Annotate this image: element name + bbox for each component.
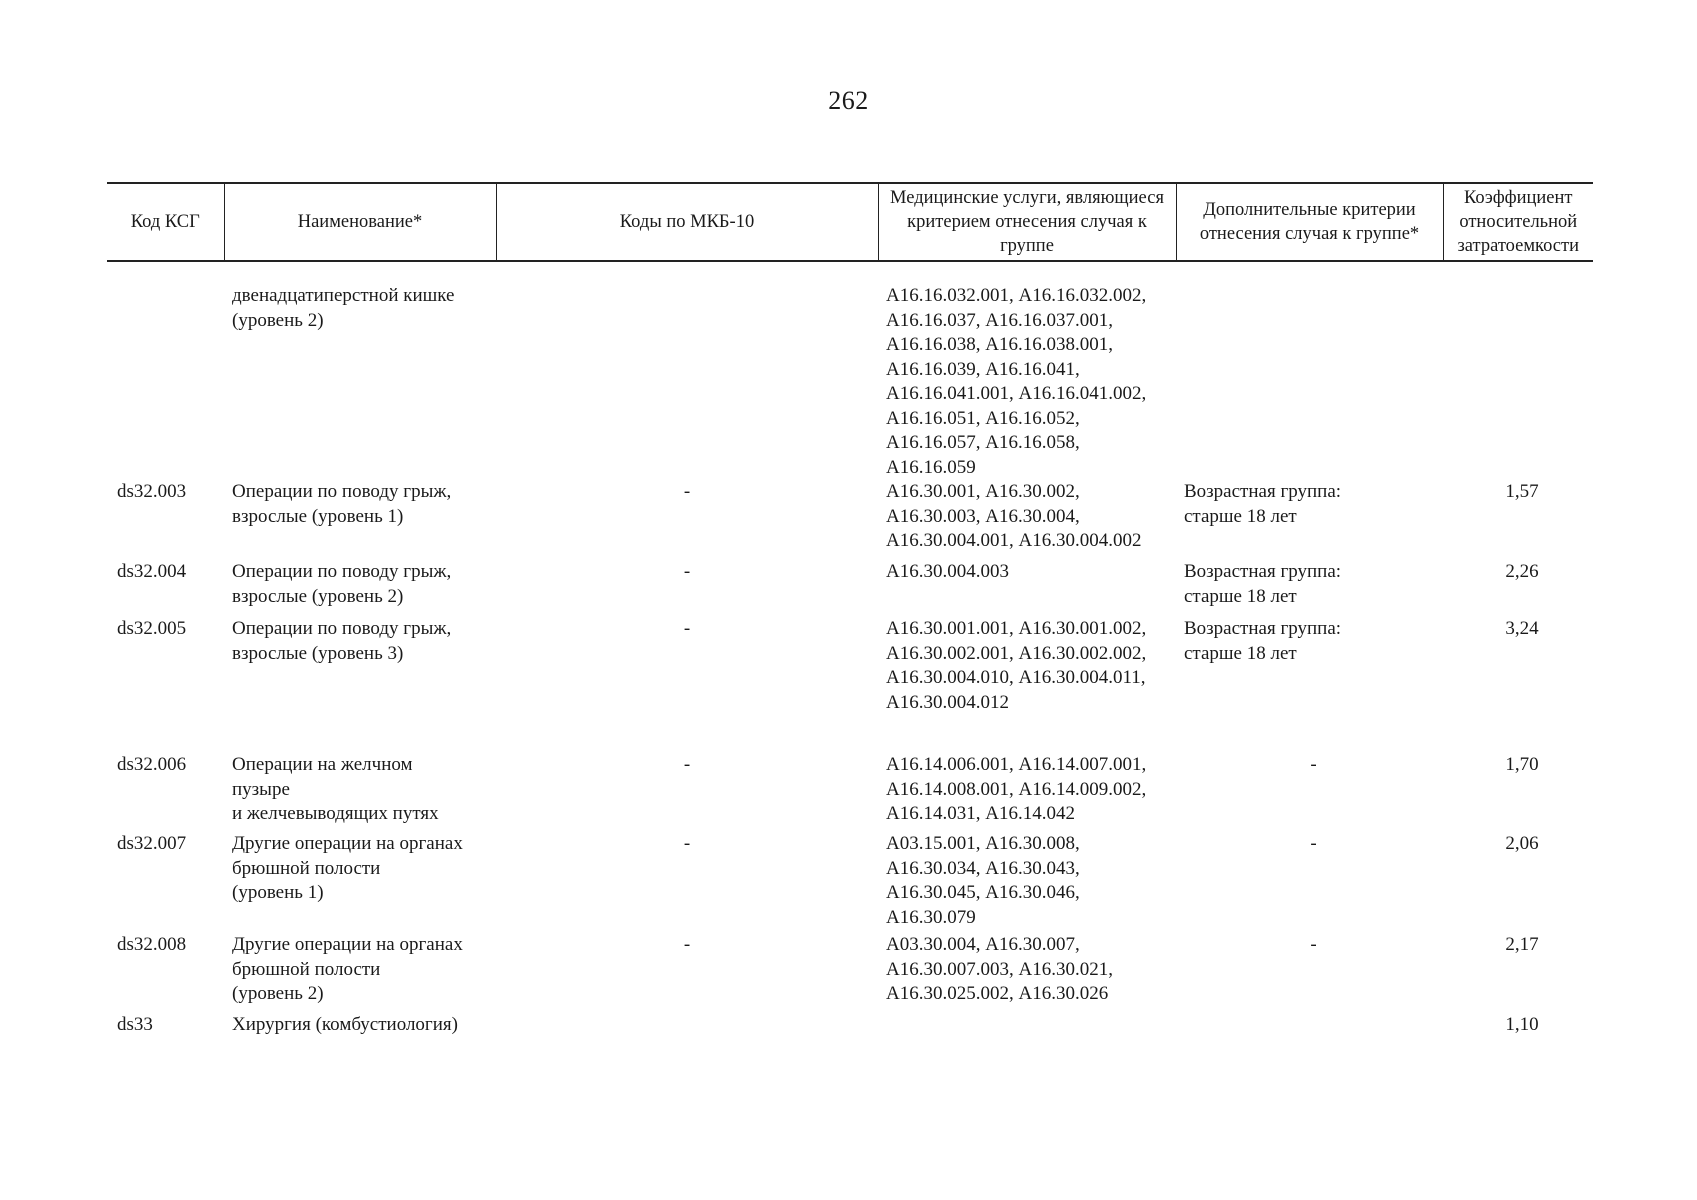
criteria-line: - — [1310, 833, 1317, 854]
name-line: Другие операции на органах — [232, 934, 463, 955]
mkb-codes: - — [683, 618, 691, 639]
header-ksg-code: Код КСГ — [107, 183, 224, 261]
name-line: Другие операции на органах — [232, 833, 463, 854]
coefficient-value: 1,10 — [1505, 1014, 1539, 1035]
header-mkb-codes: Коды по МКБ-10 — [496, 183, 878, 261]
mkb-codes: - — [683, 833, 691, 854]
service-code-line: А16.16.037, А16.16.037.001, — [886, 309, 1113, 331]
ksg-code: ds33 — [117, 1014, 153, 1035]
name-cell — [224, 1013, 496, 1043]
services-cell — [878, 832, 1176, 933]
name-line: Операции по поводу грыж, — [232, 481, 452, 502]
name-line: взрослые (уровень 2) — [232, 585, 404, 607]
service-code-line: А16.30.007.003, А16.30.021, — [886, 958, 1113, 980]
coefficient-cell — [1443, 832, 1593, 933]
service-code-line: А03.15.001, А16.30.008, — [886, 833, 1080, 854]
services-cell — [878, 261, 1176, 480]
mkb-cell — [496, 933, 878, 1013]
mkb-codes: - — [683, 754, 691, 775]
ksg-table — [107, 182, 1593, 1043]
service-code-line: А16.16.059 — [886, 456, 976, 478]
service-code-line: А16.30.045, А16.30.046, — [886, 882, 1080, 903]
service-code-line: А03.30.004, А16.30.007, — [886, 934, 1080, 955]
table-row — [107, 480, 1593, 560]
name-cell — [224, 560, 496, 617]
coefficient-value: 2,06 — [1505, 833, 1539, 854]
table-row — [107, 753, 1593, 832]
name-cell — [224, 933, 496, 1013]
criteria-line: старше 18 лет — [1184, 585, 1297, 607]
ksg-code-cell — [107, 480, 224, 560]
name-cell — [224, 261, 496, 480]
header-additional-criteria: Дополнительные критерии отнесения случая к группе* — [1176, 183, 1443, 261]
services-cell — [878, 480, 1176, 560]
name-cell — [224, 832, 496, 933]
ksg-code-cell — [107, 261, 224, 480]
criteria-cell — [1176, 753, 1443, 832]
coefficient-value: 1,57 — [1505, 481, 1539, 502]
service-code-line: А16.14.006.001, А16.14.007.001, — [886, 754, 1147, 775]
mkb-codes: - — [683, 561, 691, 582]
mkb-codes: - — [683, 481, 691, 502]
name-cell — [224, 617, 496, 753]
name-line: Операции по поводу грыж, — [232, 561, 452, 582]
service-code-line: А16.30.079 — [886, 906, 976, 928]
coefficient-cell — [1443, 261, 1593, 480]
coefficient-value: 2,17 — [1505, 934, 1539, 955]
service-code-line: А16.30.004.001, А16.30.004.002 — [886, 530, 1142, 551]
services-cell — [878, 753, 1176, 832]
name-line: Операции на желчном — [232, 754, 413, 775]
name-line: взрослые (уровень 3) — [232, 642, 404, 664]
ksg-code: ds32.004 — [117, 561, 187, 582]
mkb-cell — [496, 480, 878, 560]
service-code-line: А16.16.032.001, А16.16.032.002, — [886, 285, 1147, 306]
criteria-cell — [1176, 560, 1443, 617]
service-code-line: А16.14.008.001, А16.14.009.002, — [886, 778, 1147, 800]
service-code-line: А16.16.057, А16.16.058, — [886, 432, 1080, 453]
mkb-cell — [496, 1013, 878, 1043]
services-cell — [878, 1013, 1176, 1043]
mkb-cell — [496, 753, 878, 832]
name-cell — [224, 753, 496, 832]
service-code-line: А16.30.004.012 — [886, 691, 1009, 713]
mkb-cell — [496, 560, 878, 617]
criteria-line: старше 18 лет — [1184, 505, 1297, 527]
criteria-line: - — [1310, 934, 1317, 955]
ksg-code: ds32.008 — [117, 934, 187, 955]
page-number: 262 — [828, 86, 869, 115]
service-code-line: А16.16.041.001, А16.16.041.002, — [886, 383, 1147, 404]
criteria-line: старше 18 лет — [1184, 642, 1297, 664]
mkb-cell — [496, 832, 878, 933]
criteria-cell — [1176, 617, 1443, 753]
coefficient-value: 3,24 — [1505, 618, 1539, 639]
name-line: взрослые (уровень 1) — [232, 505, 404, 527]
name-line: (уровень 2) — [232, 309, 324, 331]
service-code-line: А16.30.004.010, А16.30.004.011, — [886, 667, 1146, 688]
service-code-line: А16.30.003, А16.30.004, — [886, 505, 1080, 527]
name-line: (уровень 2) — [232, 983, 324, 1004]
coefficient-cell — [1443, 1013, 1593, 1043]
service-code-line: А16.30.025.002, А16.30.026 — [886, 983, 1109, 1004]
ksg-code: ds32.003 — [117, 481, 187, 502]
name-line: пузыре — [232, 778, 290, 800]
service-code-line: А16.30.001.001, А16.30.001.002, — [886, 618, 1147, 639]
header-cost-coefficient: Коэффициент относительной затратоемкости — [1443, 183, 1593, 261]
table-body — [107, 261, 1593, 1043]
service-code-line: А16.16.051, А16.16.052, — [886, 407, 1080, 429]
criteria-cell — [1176, 933, 1443, 1013]
ksg-code-cell — [107, 933, 224, 1013]
mkb-cell — [496, 261, 878, 480]
mkb-codes: - — [683, 934, 691, 955]
name-line: брюшной полости — [232, 958, 381, 980]
ksg-code-cell — [107, 753, 224, 832]
services-cell — [878, 933, 1176, 1013]
mkb-cell — [496, 617, 878, 753]
service-code-line: А16.16.038, А16.16.038.001, — [886, 334, 1113, 355]
services-cell — [878, 560, 1176, 617]
services-cell — [878, 617, 1176, 753]
service-code-line: А16.16.039, А16.16.041, — [886, 358, 1080, 380]
table-row — [107, 1013, 1593, 1043]
name-line: и желчевыводящих путях — [232, 803, 439, 824]
service-code-line: А16.30.001, А16.30.002, — [886, 481, 1080, 502]
service-code-line: А16.14.031, А16.14.042 — [886, 803, 1075, 824]
criteria-cell — [1176, 1013, 1443, 1043]
name-line: Хирургия (комбустиология) — [232, 1014, 458, 1035]
coefficient-value: 1,70 — [1505, 754, 1539, 775]
header-medical-services: Медицинские услуги, являющиеся критерием отнесения случая к группе — [878, 183, 1176, 261]
ksg-code: ds32.005 — [117, 618, 187, 639]
coefficient-value: 2,26 — [1505, 561, 1539, 582]
header-name: Наименование* — [224, 183, 496, 261]
ksg-code-cell — [107, 1013, 224, 1043]
criteria-cell — [1176, 480, 1443, 560]
ksg-code-cell — [107, 617, 224, 753]
name-line: (уровень 1) — [232, 882, 324, 903]
criteria-line: Возрастная группа: — [1184, 481, 1342, 502]
table-row — [107, 617, 1593, 753]
coefficient-cell — [1443, 753, 1593, 832]
name-line: брюшной полости — [232, 857, 381, 879]
ksg-code-cell — [107, 560, 224, 617]
coefficient-cell — [1443, 617, 1593, 753]
table-row — [107, 933, 1593, 1013]
coefficient-cell — [1443, 933, 1593, 1013]
name-cell — [224, 480, 496, 560]
service-code-line: А16.30.034, А16.30.043, — [886, 857, 1080, 879]
name-line: Операции по поводу грыж, — [232, 618, 452, 639]
criteria-line: Возрастная группа: — [1184, 561, 1342, 582]
table-row — [107, 261, 1593, 480]
coefficient-cell — [1443, 560, 1593, 617]
name-line: двенадцатиперстной кишке — [232, 285, 455, 306]
ksg-code-cell — [107, 832, 224, 933]
table-header-row — [107, 183, 1593, 261]
criteria-cell — [1176, 261, 1443, 480]
table-row — [107, 832, 1593, 933]
ksg-code: ds32.006 — [117, 754, 187, 775]
criteria-line: Возрастная группа: — [1184, 618, 1342, 639]
service-code-line: А16.30.004.003 — [886, 561, 1009, 582]
coefficient-cell — [1443, 480, 1593, 560]
criteria-cell — [1176, 832, 1443, 933]
criteria-line: - — [1310, 754, 1317, 775]
service-code-line: А16.30.002.001, А16.30.002.002, — [886, 642, 1147, 664]
ksg-code: ds32.007 — [117, 833, 187, 854]
table-row — [107, 560, 1593, 617]
